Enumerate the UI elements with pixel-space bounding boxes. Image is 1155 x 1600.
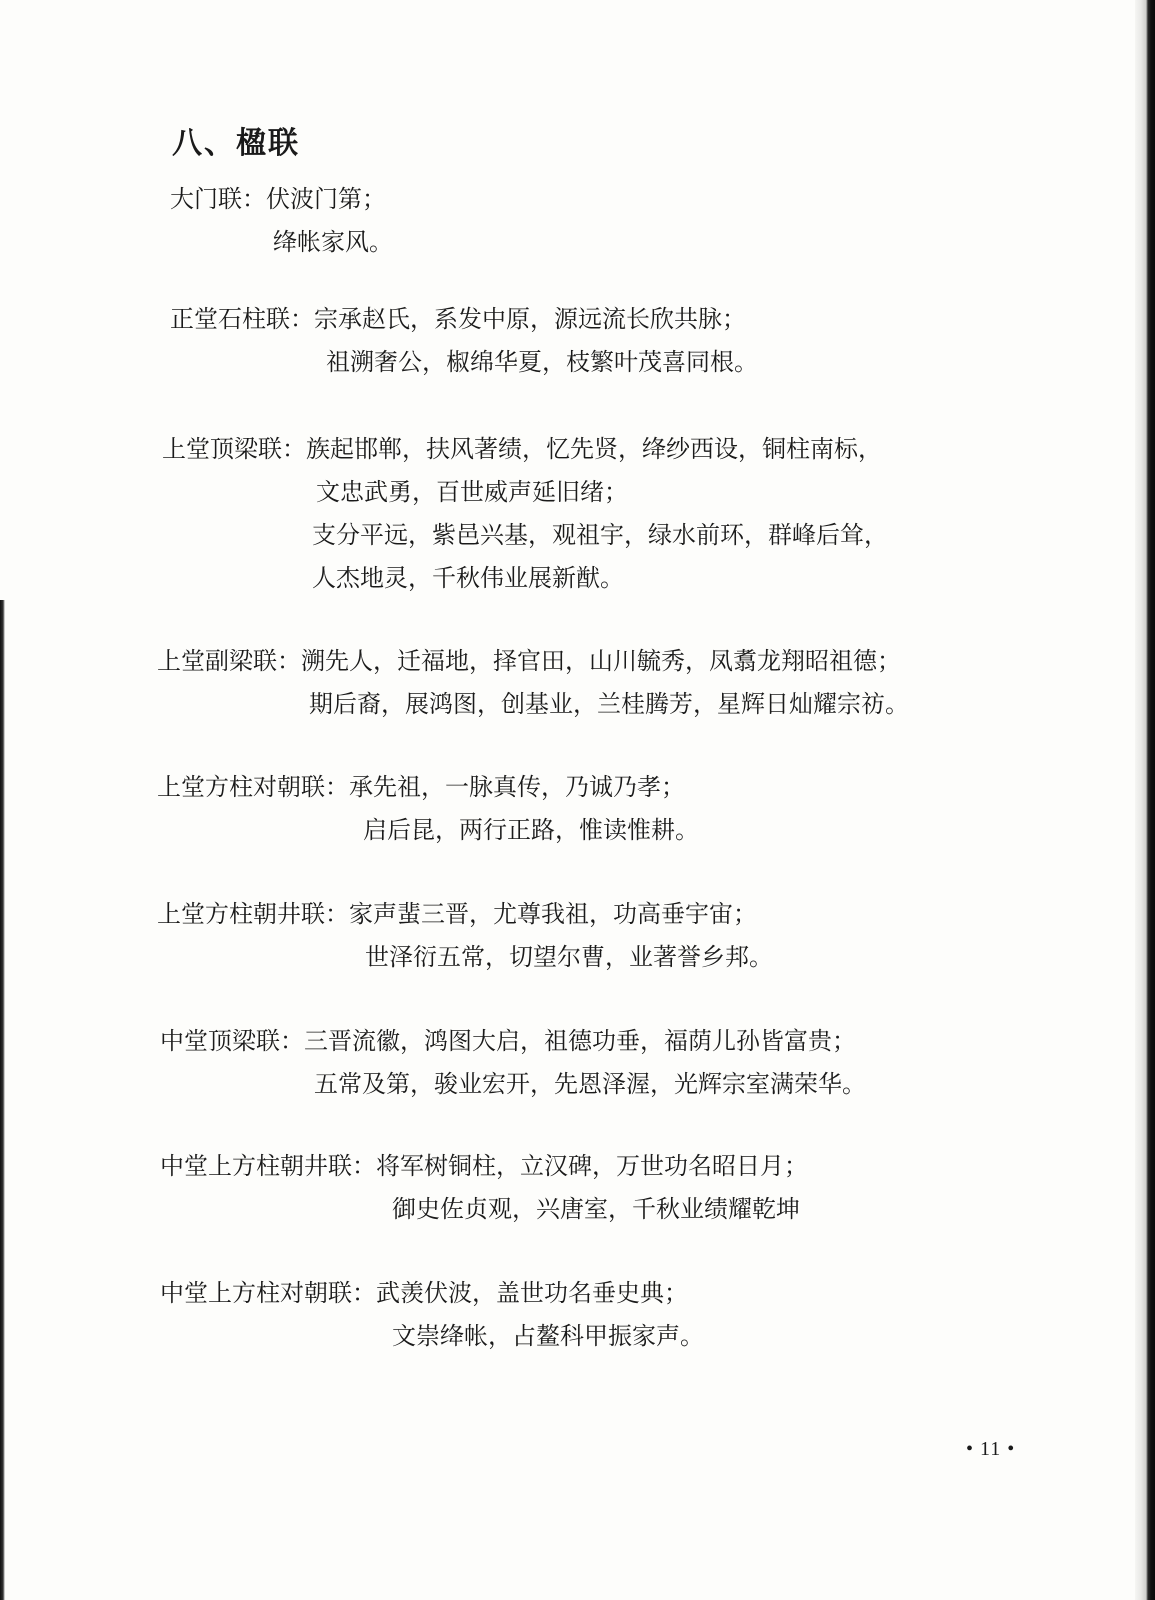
couplet-line: 文崇绛帐，占鳌科甲振家声。	[392, 1322, 704, 1350]
couplet-line: 家声蜚三晋，尤尊我祖，功高垂宇宙；	[349, 900, 757, 928]
couplet-label: 上堂方柱对朝联：	[157, 773, 349, 801]
couplet-shangtang-fangzhu-chaojing	[157, 893, 773, 979]
couplet-line: 族起邯郸，扶风著绩，忆先贤，绛纱西设，铜柱南标，	[306, 435, 882, 463]
couplet-line: 祖溯奢公，椒绵华夏，枝繁叶茂喜同根。	[326, 348, 758, 376]
couplet-label: 大门联：	[170, 185, 266, 213]
couplet-label: 上堂顶梁联：	[162, 435, 306, 463]
couplet-label: 上堂副梁联：	[157, 647, 301, 675]
couplet-line: 伏波门第；	[266, 185, 386, 213]
section-title: 八、楹联	[172, 126, 300, 161]
couplet-line: 武羡伏波，盖世功名垂史典；	[376, 1279, 688, 1307]
couplet-label: 正堂石柱联：	[170, 305, 314, 333]
couplet-shangtang-fuliang	[157, 640, 909, 726]
couplet-line: 御史佐贞观，兴唐室，千秋业绩耀乾坤	[392, 1195, 800, 1223]
scan-edge-left	[0, 600, 5, 1600]
couplet-line: 世泽衍五常，切望尔曹，业著誉乡邦。	[365, 943, 773, 971]
couplet-line: 溯先人，迁福地，择官田，山川毓秀，凤翥龙翔昭祖德；	[301, 647, 901, 675]
couplet-zhongtang-shangfangzhu-duichao	[160, 1272, 704, 1358]
couplet-label: 上堂方柱朝井联：	[157, 900, 349, 928]
couplet-shangtang-fangzhu-duichao	[157, 766, 699, 852]
couplet-line: 三晋流徽，鸿图大启，祖德功垂，福荫儿孙皆富贵；	[304, 1027, 856, 1055]
couplet-shangtang-dingliang	[162, 428, 888, 600]
couplet-zhongtang-dingliang	[160, 1020, 866, 1106]
couplet-zhongtang-shangfangzhu-chaojing	[160, 1145, 808, 1231]
scan-edge-right	[1135, 0, 1155, 1600]
couplet-line: 期后裔，展鸿图，创基业，兰桂腾芳，星辉日灿耀宗祊。	[309, 690, 909, 718]
couplet-line: 五常及第，骏业宏开，先恩泽渥，光辉宗室满荣华。	[314, 1070, 866, 1098]
couplet-line: 将军树铜柱，立汉碑，万世功名昭日月；	[376, 1152, 808, 1180]
couplet-line: 绛帐家风。	[273, 228, 393, 256]
couplet-line: 启后昆，两行正路，惟读惟耕。	[363, 816, 699, 844]
couplet-line: 承先祖，一脉真传，乃诚乃孝；	[349, 773, 685, 801]
couplet-damen	[170, 178, 393, 264]
couplet-label: 中堂顶梁联：	[160, 1027, 304, 1055]
couplet-label: 中堂上方柱朝井联：	[160, 1152, 376, 1180]
couplet-label: 中堂上方柱对朝联：	[160, 1279, 376, 1307]
page-number: • 11 •	[966, 1438, 1016, 1460]
couplet-line: 支分平远，紫邑兴基，观祖宇，绿水前环，群峰后耸，	[312, 521, 888, 549]
couplet-line: 文忠武勇，百世威声延旧绪；	[316, 478, 628, 506]
couplet-line: 宗承赵氏，系发中原，源远流长欣共脉；	[314, 305, 746, 333]
couplet-zhengtang-shizhu	[170, 298, 758, 384]
couplet-line: 人杰地灵，千秋伟业展新猷。	[312, 564, 624, 592]
